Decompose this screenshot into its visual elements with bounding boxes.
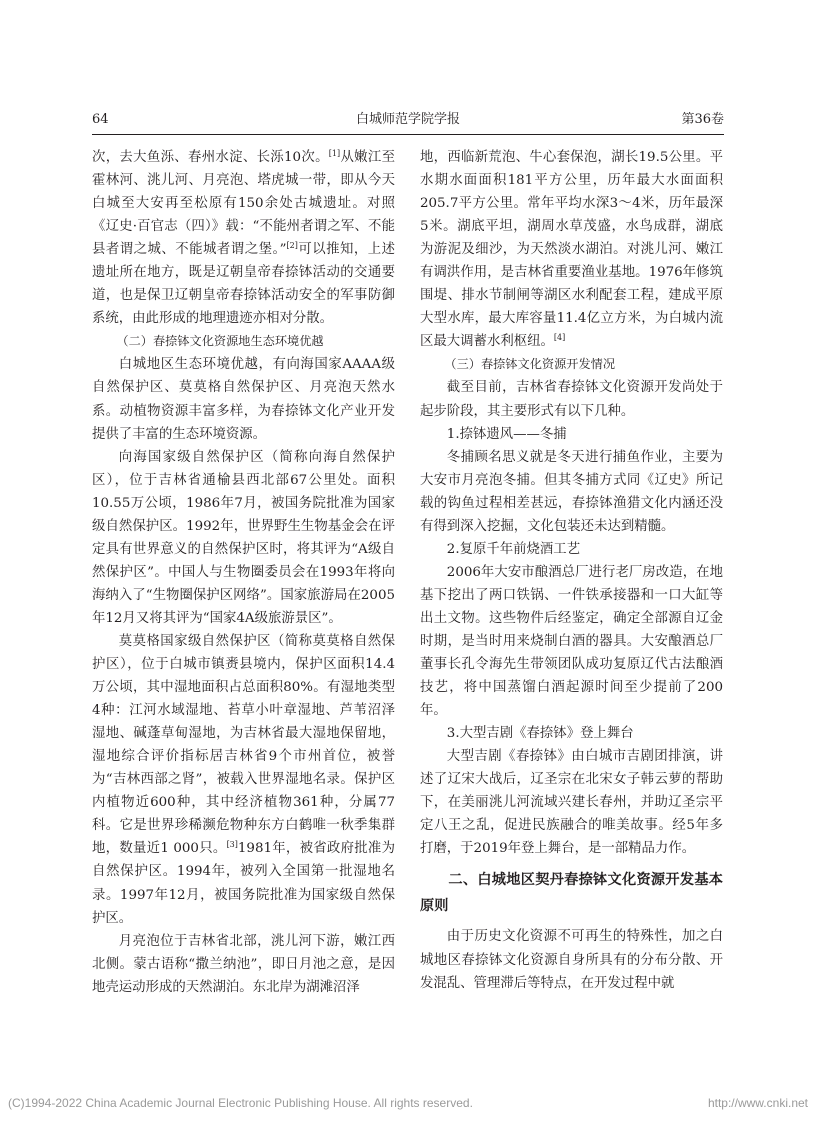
paragraph: 地，西临新荒泡、牛心套保泡，湖长19.5公里。平水期水面面积181平方公里，历年最大水面面积205.7平方公里。常年平均水深3～4米，历年最深5米。湖底平坦，湖周水草茂盛，水鸟成群，湖底为游泥及细沙，为天然淡水湖泊。对洮儿河、嫩江有调洪作用，是吉林省重要渔业基地。1976年修筑围堤、排水节制闸等湖区水利配套工程，建成平原大型水库，最大库容量11.4亿立方米，为白城内流区最大调蓄水利枢纽。[4] [420, 150, 723, 350]
section-heading: 二、白城地区契丹春捺钵文化资源开发基本原则 [420, 872, 723, 915]
paragraph: 2006年大安市酿酒总厂进行老厂房改造，在地基下挖出了两口铁锅、一件铁承接器和一口大缸等出土文物。这些物件后经鉴定，确定全部源自辽金时期，是当时用来烧制白酒的器具。大安酿酒总厂董事长孔令海先生带领团队成功复原辽代古法酿酒技艺，将中国蒸馏白酒起源时间至少提前了200年。 [420, 564, 723, 719]
paragraph: 莫莫格国家级自然保护区（简称莫莫格自然保护区），位于白城市镇赉县境内，保护区面积14.4万公顷，其中湿地面积占总面积80%。有湿地类型4种：江河水域湿地、苔草小叶章湿地、芦苇沼泽湿地、碱蓬草甸湿地，为吉林省最大湿地保留地，湿地综合评价指标居吉林省9个市州首位，被誉为“吉林西部之肾”，被载入世界湿地名录。保护区内植物近600种，其中经济植物361种，分属77科。它是世界珍稀濒危物种东方白鹤唯一秋季集群地，数量近1 000只。[3]1981年，被省政府批准为自然保护区。1994年，被列入全国第一批湿地名录。1997年12月，被国务院批准为国家级自然保护区。 [92, 633, 395, 926]
paragraph: 冬捕顾名思义就是冬天进行捕鱼作业，主要为大安市月亮泡冬捕。但其冬捕方式同《辽史》所记载的钩鱼过程相差甚远，春捺钵渔猎文化内涵还没有得到深入挖掘，文化包装还未达到精髓。 [420, 449, 723, 534]
citation: [2] [286, 241, 298, 251]
copyright-notice: (C)1994-2022 China Academic Journal Electronic Publishing House. All rights reserved. [8, 1096, 473, 1110]
paragraph: 大型吉剧《春捺钵》由白城市吉剧团排演，讲述了辽宋大战后，辽圣宗在北宋女子韩云萝的帮助下，在美丽洮儿河流域兴建长春州，并助辽圣宗平定八王之乱，促进民族融合的唯美故事。经5年多打磨，于2019年登上舞台，是一部精品力作。 [420, 749, 723, 857]
subsection-heading: （二）春捺钵文化资源地生态环境优越 [116, 334, 324, 349]
subsection-heading: （三）春捺钵文化资源开发情况 [444, 357, 616, 372]
page-number: 64 [92, 112, 109, 127]
footer [8, 1096, 808, 1116]
header-rule [92, 134, 724, 135]
item-heading: 1.捺钵遗风——冬捕 [446, 426, 567, 442]
journal-title: 白城师范学院学报 [355, 112, 460, 127]
paragraph: 月亮泡位于吉林省北部，洮儿河下游，嫩江西北侧。蒙古语称“撒兰纳池”，即日月池之意，是因地壳运动形成的天然湖泊。东北岸为湖滩沼泽 [92, 933, 395, 995]
volume-label: 第36卷 [681, 112, 724, 127]
citation: [3] [226, 840, 238, 850]
citation: [4] [553, 333, 566, 343]
paragraph: 次，去大鱼泺、春州水淀、长泺10次。[1]从嫩江至霍林河、洮儿河、月亮泡、塔虎城一带，即从今天白城至大安再至松原有150余处古城遗址。对照《辽史·百官志（四）》载：“不能州者谓之军、不能县者谓之城、不能城者谓之堡。”[2]可以推知，上述遗址所在地方，既是辽朝皇帝春捺钵活动的交通要道，也是保卫辽朝皇帝春捺钵活动安全的军事防御系统，由此形成的地理遗迹亦相对分散。 [92, 149, 395, 327]
paragraph: 截至目前，吉林省春捺钵文化资源开发尚处于起步阶段，其主要形式有以下几种。 [420, 380, 723, 419]
item-heading: 3.大型吉剧《春捺钵》登上舞台 [446, 726, 634, 742]
left-column [92, 146, 395, 999]
running-header [92, 110, 724, 134]
paragraph: 向海国家级自然保护区（简称向海自然保护区），位于吉林省通榆县西北部67公里处。面积10.55万公顷，1986年7月，被国务院批准为国家级自然保护区。1992年，世界野生生物基金会在评定具有世界意义的自然保护区时，将其评为“A级自然保护区”。中国人与生物圈委员会在1993年将向海纳入了“生物圈保护区网络”。国家旅游局在2005年12月又将其评为“国家4A级旅游景区”。 [92, 449, 395, 626]
paragraph: 由于历史文化资源不可再生的特殊性，加之白城地区春捺钵文化资源自身所具有的分布分散、开发混乱、管理滞后等特点，在开发过程中就 [420, 929, 723, 991]
item-heading: 2.复原千年前烧酒工艺 [446, 541, 581, 557]
citation: [1] [328, 149, 341, 158]
right-column [420, 146, 723, 995]
paragraph: 白城地区生态环境优越，有向海国家AAAA级自然保护区、莫莫格自然保护区、月亮泡天然水系。动植物资源丰富多样，为春捺钵文化产业开发提供了丰富的生态环境资源。 [92, 357, 395, 442]
site-link[interactable]: http://www.cnki.net [707, 1096, 808, 1110]
